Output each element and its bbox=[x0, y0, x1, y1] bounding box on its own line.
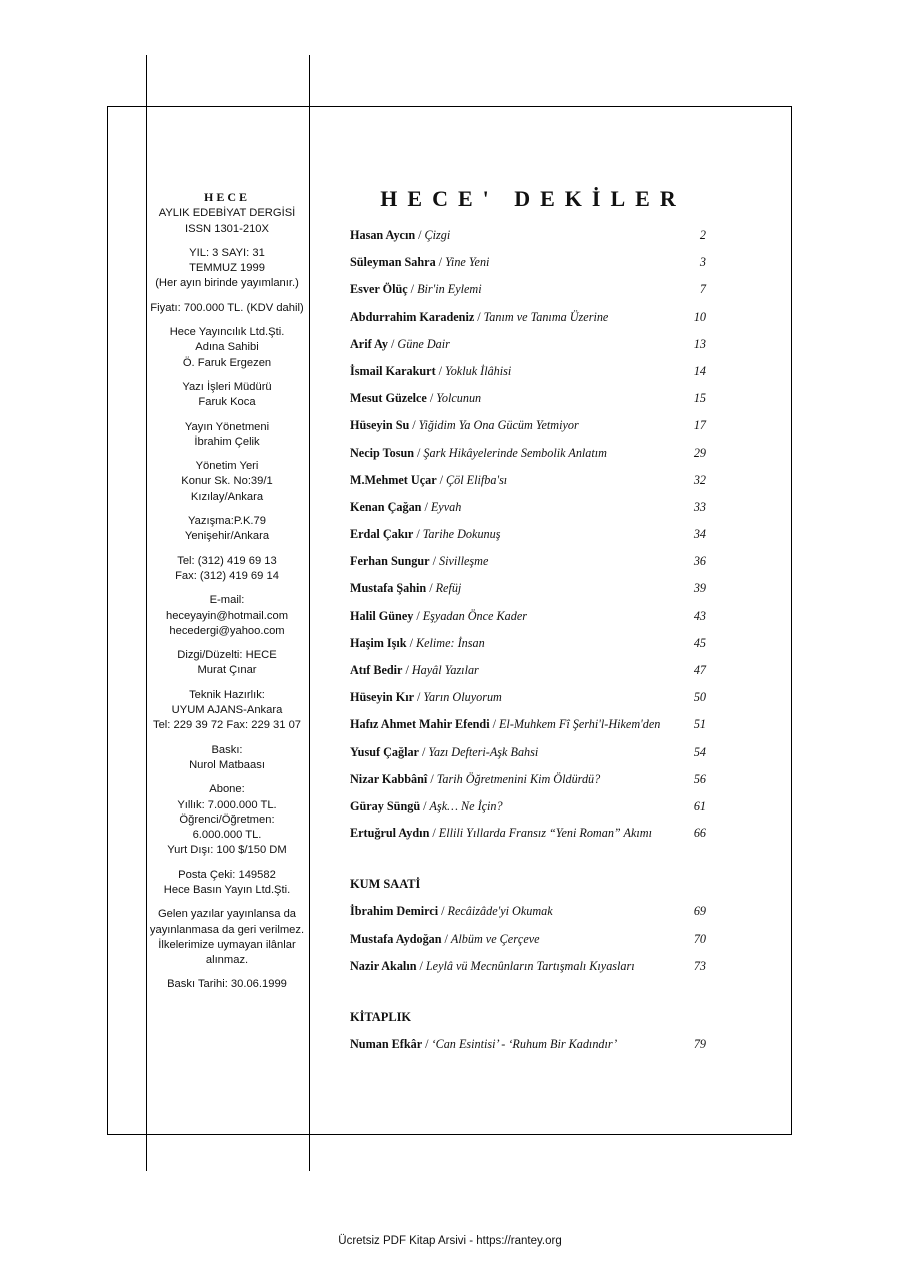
entry-page-number: 66 bbox=[693, 826, 706, 841]
toc-entry bbox=[350, 959, 710, 986]
entry-separator: / bbox=[416, 527, 420, 542]
entry-separator: / bbox=[419, 958, 423, 973]
entry-page-number: 36 bbox=[693, 554, 706, 569]
toc-kitaplik-list bbox=[350, 1037, 710, 1064]
note-line3: İlkelerimize uymayan ilânlar bbox=[158, 938, 296, 951]
post-line1: Yazışma:P.K.79 bbox=[188, 515, 266, 528]
toc-entry bbox=[350, 554, 710, 581]
entry-separator: / bbox=[430, 771, 434, 786]
entry-author: Haşim Işık bbox=[350, 635, 407, 650]
toc-entry bbox=[350, 255, 710, 282]
entry-author: İsmail Karakurt bbox=[350, 363, 436, 378]
section-title-kum-saati: KUM SAATİ bbox=[350, 877, 421, 892]
owner: Ö. Faruk Ergezen bbox=[182, 356, 272, 369]
editor-label: Yazı İşleri Müdürü bbox=[182, 380, 272, 393]
toc-entry bbox=[350, 745, 710, 772]
print-label: Baskı: bbox=[211, 743, 243, 756]
entry-title: Yolcunun bbox=[436, 391, 482, 406]
entry-title: Yazı Defteri-Aşk Bahsi bbox=[428, 744, 539, 759]
entry-page-number: 29 bbox=[693, 445, 706, 460]
entry-title: Aşk… Ne İçin? bbox=[429, 798, 503, 813]
toc-kum-saati-list bbox=[350, 904, 710, 986]
toc-entry bbox=[350, 904, 710, 931]
entry-separator: / bbox=[492, 717, 496, 732]
entry-separator: / bbox=[425, 1036, 429, 1051]
entry-title: Tarih Öğretmenini Kim Öldürdü? bbox=[436, 771, 601, 786]
toc-main-list bbox=[350, 228, 710, 853]
entry-title: El-Muhkem Fî Şerhi'l-Hikem'den bbox=[498, 717, 661, 732]
entry-title: Ellili Yıllarda Fransız “Yeni Roman” Akımı bbox=[438, 826, 652, 841]
entry-page-number: 45 bbox=[693, 635, 706, 650]
toc-entry bbox=[350, 1037, 710, 1064]
issue-number: YIL: 3 SAYI: 31 bbox=[189, 246, 265, 259]
entry-title: Tanım ve Tanıma Üzerine bbox=[483, 309, 609, 324]
entry-separator: / bbox=[477, 309, 481, 324]
toc-entry bbox=[350, 228, 710, 255]
toc-entry bbox=[350, 799, 710, 826]
magazine-subtitle: AYLIK EDEBİYAT DERGİSİ bbox=[158, 207, 296, 220]
entry-title: Sivilleşme bbox=[438, 554, 489, 569]
entry-separator: / bbox=[405, 663, 409, 677]
toc-entry bbox=[350, 310, 710, 337]
entry-separator: / bbox=[429, 391, 434, 406]
entry-title: Yarın Oluyorum bbox=[423, 690, 502, 705]
toc-entry bbox=[350, 446, 710, 473]
entry-page-number: 3 bbox=[699, 255, 706, 270]
note-line1: Gelen yazılar yayınlansa da bbox=[157, 908, 297, 921]
entry-page-number: 34 bbox=[693, 527, 706, 542]
subscription-student-label: Öğrenci/Öğretmen: bbox=[179, 813, 275, 826]
entry-page-number: 70 bbox=[693, 931, 706, 946]
masthead: HECE bbox=[203, 190, 250, 204]
entry-author: Necip Tosun bbox=[350, 445, 415, 460]
entry-page-number: 32 bbox=[693, 472, 706, 487]
note-line2: yayınlanmasa da geri verilmez. bbox=[149, 923, 305, 936]
entry-title: Yine Yeni bbox=[445, 255, 490, 270]
entry-author: Hasan Aycın bbox=[350, 228, 416, 242]
section-title-kitaplik: KİTAPLIK bbox=[350, 1009, 412, 1024]
entry-title: Güne Dair bbox=[397, 336, 450, 351]
entry-author: Hüseyin Kır bbox=[350, 690, 414, 705]
entry-author: Erdal Çakır bbox=[350, 527, 414, 542]
postal-check: Posta Çeki: 149582 bbox=[178, 868, 276, 881]
toc-entry bbox=[350, 609, 710, 636]
toc-entry bbox=[350, 337, 710, 364]
entry-page-number: 17 bbox=[693, 418, 706, 433]
note-line4: alınmaz. bbox=[205, 954, 249, 967]
entry-title: Bir'in Eylemi bbox=[417, 282, 482, 297]
entry-author: Ferhan Sungur bbox=[350, 554, 430, 569]
entry-separator: / bbox=[417, 690, 421, 705]
director-label: Yayın Yönetmeni bbox=[184, 420, 270, 433]
tech: UYUM AJANS-Ankara bbox=[171, 704, 283, 717]
entry-title: Leylâ vü Mecnûnların Tartışmalı Kıyasları bbox=[425, 958, 635, 973]
typeset: Murat Çınar bbox=[197, 664, 257, 677]
subscription-label: Abone: bbox=[209, 783, 245, 796]
entry-page-number: 51 bbox=[693, 717, 706, 732]
email-2: hecedergi@yahoo.com bbox=[169, 624, 285, 637]
entry-separator: / bbox=[432, 826, 436, 841]
subscription-yearly: Yıllık: 7.000.000 TL. bbox=[177, 798, 277, 811]
entry-author: Ertuğrul Aydın bbox=[350, 826, 430, 841]
toc-entry bbox=[350, 282, 710, 309]
toc-entry bbox=[350, 717, 710, 744]
entry-author: Mustafa Aydoğan bbox=[350, 931, 442, 946]
entry-title: Eyvah bbox=[430, 499, 462, 514]
entry-title: Albüm ve Çerçeve bbox=[450, 931, 540, 946]
entry-title: Hayâl Yazılar bbox=[411, 663, 479, 677]
fax: Fax: (312) 419 69 14 bbox=[175, 569, 279, 582]
toc-title: HECE' DEKİLER bbox=[380, 186, 686, 211]
toc-entry bbox=[350, 473, 710, 500]
entry-title: Yiğidim Ya Ona Gücüm Yetmiyor bbox=[418, 418, 579, 433]
director: İbrahim Çelik bbox=[194, 435, 260, 448]
toc-entry bbox=[350, 663, 710, 690]
post-line2: Yenişehir/Ankara bbox=[184, 530, 270, 543]
toc-entry bbox=[350, 581, 710, 608]
entry-separator: / bbox=[409, 635, 413, 650]
entry-separator: / bbox=[421, 744, 426, 759]
office-line2: Kızılay/Ankara bbox=[190, 490, 264, 503]
entry-title: Eşyadan Önce Kader bbox=[422, 608, 527, 623]
entry-title: ‘Can Esintisi’ - ‘Ruhum Bir Kadındır’ bbox=[431, 1036, 618, 1051]
entry-page-number: 50 bbox=[693, 690, 706, 705]
subscription-student: 6.000.000 TL. bbox=[192, 829, 262, 842]
entry-author: Hafız Ahmet Mahir Efendi bbox=[350, 717, 490, 732]
toc-entry bbox=[350, 690, 710, 717]
entry-page-number: 54 bbox=[693, 744, 706, 759]
entry-author: Güray Süngü bbox=[350, 798, 421, 813]
entry-separator: / bbox=[410, 282, 415, 297]
entry-page-number: 33 bbox=[693, 499, 706, 514]
entry-page-number: 79 bbox=[693, 1036, 706, 1051]
entry-author: İbrahim Demirci bbox=[350, 904, 439, 919]
entry-separator: / bbox=[438, 255, 443, 270]
office-label: Yönetim Yeri bbox=[195, 460, 259, 473]
footer-text: Ücretsiz PDF Kitap Arsivi - https://rantey.org bbox=[338, 1235, 562, 1247]
toc-entry bbox=[350, 418, 710, 445]
print-date: Baskı Tarihi: 30.06.1999 bbox=[167, 978, 287, 991]
toc-entry bbox=[350, 636, 710, 663]
toc-entry bbox=[350, 826, 710, 853]
telephone: Tel: (312) 419 69 13 bbox=[177, 554, 277, 567]
entry-separator: / bbox=[441, 904, 445, 919]
entry-author: Yusuf Çağlar bbox=[350, 744, 419, 759]
entry-author: Arif Ay bbox=[350, 336, 389, 351]
toc-entry bbox=[350, 500, 710, 527]
owner-label: Adına Sahibi bbox=[195, 341, 259, 354]
entry-author: Mustafa Şahin bbox=[350, 581, 427, 596]
toc-entry bbox=[350, 391, 710, 418]
printer: Nurol Matbaası bbox=[189, 758, 265, 771]
entry-title: Yokluk İlâhisi bbox=[445, 363, 512, 378]
entry-page-number: 61 bbox=[693, 798, 706, 813]
toc-entry bbox=[350, 772, 710, 799]
entry-title: Çizgi bbox=[424, 228, 451, 242]
entry-title: Kelime: İnsan bbox=[415, 635, 485, 650]
subscription-abroad: Yurt Dışı: 100 $/150 DM bbox=[167, 844, 287, 857]
tech-label: Teknik Hazırlık: bbox=[189, 688, 265, 701]
entry-title: Çöl Elifba'sı bbox=[446, 472, 508, 487]
office-line1: Konur Sk. No:39/1 bbox=[181, 475, 273, 488]
entry-separator: / bbox=[438, 363, 443, 378]
email-1: heceyayin@hotmail.com bbox=[165, 609, 289, 622]
entry-separator: / bbox=[417, 445, 421, 460]
entry-page-number: 39 bbox=[693, 581, 706, 596]
entry-title: Tarihe Dokunuş bbox=[422, 527, 501, 542]
entry-page-number: 73 bbox=[693, 958, 706, 973]
frequency: (Her ayın birinde yayımlanır.) bbox=[155, 277, 299, 290]
typeset-label: Dizgi/Düzelti: HECE bbox=[177, 649, 277, 662]
entry-separator: / bbox=[429, 581, 433, 596]
table-of-contents bbox=[350, 186, 710, 1064]
tech-phone: Tel: 229 39 72 Fax: 229 31 07 bbox=[152, 719, 302, 732]
postal-name: Hece Basın Yayın Ltd.Şti. bbox=[163, 883, 291, 896]
entry-page-number: 69 bbox=[693, 904, 706, 919]
entry-separator: / bbox=[432, 554, 436, 569]
colophon bbox=[140, 190, 314, 1002]
entry-title: Refüj bbox=[435, 581, 462, 596]
entry-author: M.Mehmet Uçar bbox=[350, 472, 437, 487]
email-label: E-mail: bbox=[209, 594, 245, 607]
toc-entry bbox=[350, 527, 710, 554]
entry-author: Hüseyin Su bbox=[350, 418, 410, 433]
entry-separator: / bbox=[418, 228, 422, 242]
entry-page-number: 13 bbox=[693, 336, 706, 351]
entry-separator: / bbox=[416, 608, 420, 623]
entry-page-number: 10 bbox=[693, 309, 706, 324]
entry-page-number: 47 bbox=[693, 663, 706, 677]
entry-page-number: 15 bbox=[693, 391, 706, 406]
entry-title: Şark Hikâyelerinde Sembolik Anlatım bbox=[423, 445, 607, 460]
entry-title: Recâizâde'yi Okumak bbox=[447, 904, 553, 919]
entry-author: Mesut Güzelce bbox=[350, 391, 427, 406]
entry-separator: / bbox=[423, 798, 427, 813]
entry-page-number: 7 bbox=[699, 282, 706, 297]
entry-separator: / bbox=[412, 418, 416, 433]
entry-author: Abdurrahim Karadeniz bbox=[350, 309, 475, 324]
entry-author: Süleyman Sahra bbox=[350, 255, 436, 270]
publisher: Hece Yayıncılık Ltd.Şti. bbox=[169, 326, 285, 339]
entry-separator: / bbox=[424, 499, 428, 514]
entry-separator: / bbox=[391, 336, 395, 351]
toc-entry bbox=[350, 364, 710, 391]
issue-date: TEMMUZ 1999 bbox=[189, 262, 265, 275]
price: Fiyatı: 700.000 TL. (KDV dahil) bbox=[150, 301, 304, 314]
entry-author: Halil Güney bbox=[350, 608, 414, 623]
entry-separator: / bbox=[439, 472, 444, 487]
entry-author: Nazir Akalın bbox=[350, 958, 417, 973]
entry-separator: / bbox=[444, 931, 448, 946]
issn: ISSN 1301-210X bbox=[185, 222, 269, 235]
entry-page-number: 56 bbox=[693, 771, 706, 786]
entry-page-number: 2 bbox=[699, 228, 706, 242]
entry-author: Atıf Bedir bbox=[350, 663, 403, 677]
toc-entry bbox=[350, 932, 710, 959]
entry-page-number: 43 bbox=[693, 608, 706, 623]
entry-author: Numan Efkâr bbox=[350, 1036, 423, 1051]
entry-author: Nizar Kabbânî bbox=[350, 771, 428, 786]
entry-author: Esver Ölüç bbox=[350, 282, 408, 297]
entry-page-number: 14 bbox=[693, 363, 706, 378]
entry-author: Kenan Çağan bbox=[350, 499, 422, 514]
editor: Faruk Koca bbox=[198, 396, 256, 409]
